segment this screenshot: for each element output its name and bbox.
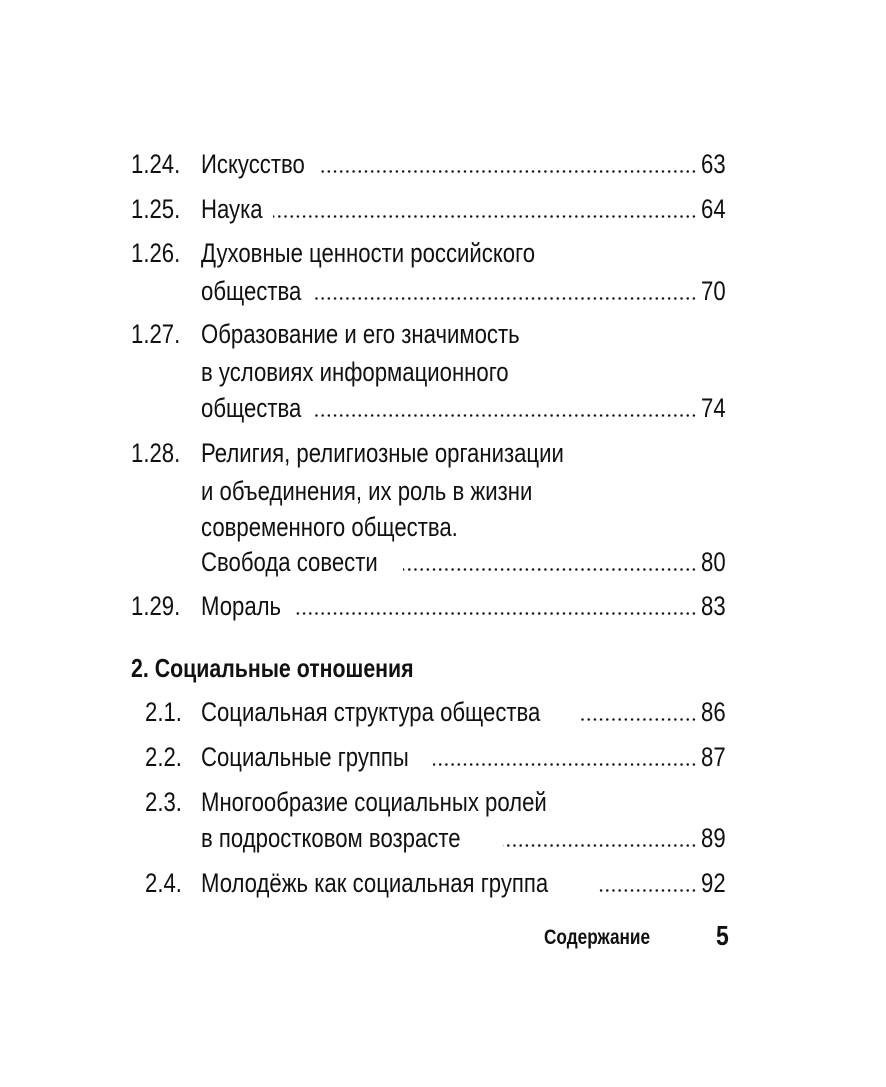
page-number: 5: [716, 920, 729, 951]
toc-entry-1-25[interactable]: [131, 191, 731, 227]
entry-title: Наука: [201, 194, 263, 224]
toc-entry-1-28-cont1[interactable]: [131, 473, 731, 509]
entry-page: 83: [701, 591, 726, 621]
dot-leader: [315, 273, 697, 309]
entry-number: 2.1.: [145, 697, 182, 727]
entry-title: Образование и его значимость: [201, 319, 520, 349]
entry-number: 1.29.: [131, 591, 181, 621]
toc-entry-1-28[interactable]: [131, 435, 731, 471]
entry-title: в подростковом возрасте: [201, 823, 461, 853]
toc-entry-2-3-cont[interactable]: [131, 820, 731, 856]
entry-number: 2.3.: [145, 787, 182, 817]
entry-page: 74: [701, 393, 726, 423]
section-heading[interactable]: 2. Социальные отношения: [131, 653, 414, 683]
toc-entry-1-28-cont2[interactable]: [131, 509, 731, 545]
entry-title: и объединения, их роль в жизни: [201, 476, 533, 506]
entry-page: 87: [701, 742, 726, 772]
entry-page: 64: [701, 194, 726, 224]
entry-title: Многообразие социальных ролей: [201, 787, 547, 817]
toc-entry-1-27-cont2[interactable]: [131, 390, 731, 426]
entry-page: 70: [701, 276, 726, 306]
entry-title: в условиях информационного: [201, 357, 509, 387]
toc-entry-1-27[interactable]: [131, 316, 731, 352]
dot-leader: [403, 544, 697, 580]
entry-title: Искусство: [201, 149, 305, 179]
entry-title: современного общества.: [201, 512, 458, 542]
dot-leader: [503, 820, 697, 856]
entry-number: 2.4.: [145, 868, 182, 898]
dot-leader: [315, 390, 697, 426]
entry-number: 1.27.: [131, 319, 181, 349]
entry-number: 1.26.: [131, 238, 181, 268]
entry-number: 2.2.: [145, 742, 182, 772]
entry-title: общества: [201, 276, 302, 306]
toc-entry-1-29[interactable]: [131, 588, 731, 624]
dot-leader: [273, 191, 697, 227]
entry-title: общества: [201, 393, 302, 423]
entry-title: Духовные ценности российского: [201, 238, 536, 268]
running-footer-label: Содержание: [544, 926, 651, 949]
entry-number: 1.28.: [131, 438, 181, 468]
toc-entry-2-3[interactable]: [131, 784, 731, 820]
entry-title: Социальные группы: [201, 742, 409, 772]
dot-leader: [599, 865, 697, 901]
toc-entry-1-26[interactable]: [131, 235, 731, 271]
entry-title: Религия, религиозные организации: [201, 438, 564, 468]
dot-leader: [579, 694, 697, 730]
toc-entry-1-24[interactable]: [131, 146, 731, 182]
entry-page: 80: [701, 547, 726, 577]
entry-title: Свобода совести: [201, 547, 378, 577]
dot-leader: [319, 146, 697, 182]
dot-leader: [293, 588, 697, 624]
entry-page: 86: [701, 697, 726, 727]
toc-entry-1-26-cont[interactable]: [131, 273, 731, 309]
entry-title: Молодёжь как социальная группа: [201, 868, 549, 898]
entry-page: 92: [701, 868, 726, 898]
toc-entry-1-28-cont3[interactable]: [131, 544, 731, 580]
toc-entry-1-27-cont1[interactable]: [131, 354, 731, 390]
toc-entry-2-1[interactable]: [131, 694, 731, 730]
toc-entry-2-2[interactable]: [131, 739, 731, 775]
entry-title: Социальная структура общества: [201, 697, 541, 727]
entry-title: Мораль: [201, 591, 282, 621]
toc-entry-2-4[interactable]: [131, 865, 731, 901]
entry-page: 63: [701, 149, 726, 179]
entry-number: 1.24.: [131, 149, 181, 179]
dot-leader: [433, 739, 697, 775]
entry-page: 89: [701, 823, 726, 853]
entry-number: 1.25.: [131, 194, 181, 224]
